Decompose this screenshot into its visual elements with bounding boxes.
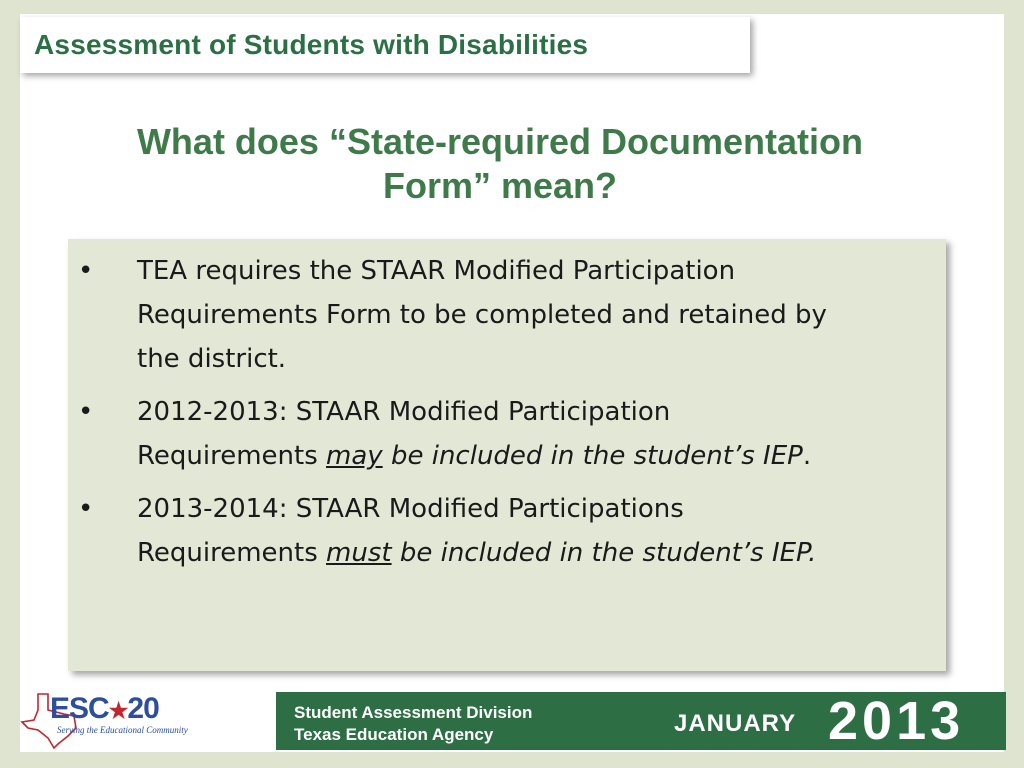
logo-esc-text: ESC — [50, 692, 109, 725]
bullet-1-line-2: Requirements Form to be completed and retained by — [137, 300, 827, 330]
bullet-3-line-2-start: Requirements — [137, 538, 327, 568]
bullet-3-line-2 — [137, 531, 934, 575]
footer-agency: Texas Education Agency — [294, 725, 494, 744]
footer-division: Student Assessment Division — [294, 703, 533, 722]
footer-month: JANUARY — [674, 710, 797, 737]
bullet-item-1 — [68, 249, 946, 381]
bullet-3-line-2-italic: be included in the student’s IEP. — [391, 538, 817, 568]
bullet-2-line-1: 2012-2013: STAAR Modified Participation — [137, 397, 671, 427]
slide-question-title — [70, 120, 930, 208]
bullet-2-line-2-italic: be included in the student’s IEP — [382, 441, 803, 471]
esc20-logo — [20, 688, 260, 750]
bullet-2-line-2 — [137, 434, 934, 478]
question-line-2: Form” mean? — [382, 165, 618, 206]
footer-organization — [294, 702, 532, 746]
bullet-3-line-1: 2013-2014: STAAR Modified Participations — [137, 494, 684, 524]
footer-year: 2013 — [828, 691, 965, 751]
header-title: Assessment of Students with Disabilities — [34, 29, 589, 60]
bullet-2-line-2-start: Requirements — [137, 441, 327, 471]
bullet-1-line-3: the district. — [137, 344, 287, 374]
bullet-1-line-1: TEA requires the STAAR Modified Participation — [137, 256, 736, 286]
bullet-marker: • — [78, 256, 94, 286]
logo-number: 20 — [127, 692, 159, 725]
bullet-2-line-2-end: . — [802, 441, 812, 471]
question-line-1: What does “State-required Documentation — [136, 121, 864, 162]
bullet-item-3 — [68, 487, 946, 575]
footer-band — [276, 692, 1006, 750]
bullet-marker: • — [78, 397, 94, 427]
logo-wordmark — [50, 692, 159, 726]
logo-tagline: Serving the Educational Community — [57, 725, 188, 735]
emphasis-may: may — [326, 441, 383, 471]
star-icon: ★ — [108, 698, 128, 723]
bullet-list — [68, 239, 946, 575]
content-box — [68, 239, 946, 671]
header-banner — [20, 17, 750, 73]
emphasis-must: must — [326, 538, 392, 568]
bullet-item-2 — [68, 390, 946, 478]
bullet-marker: • — [78, 494, 94, 524]
